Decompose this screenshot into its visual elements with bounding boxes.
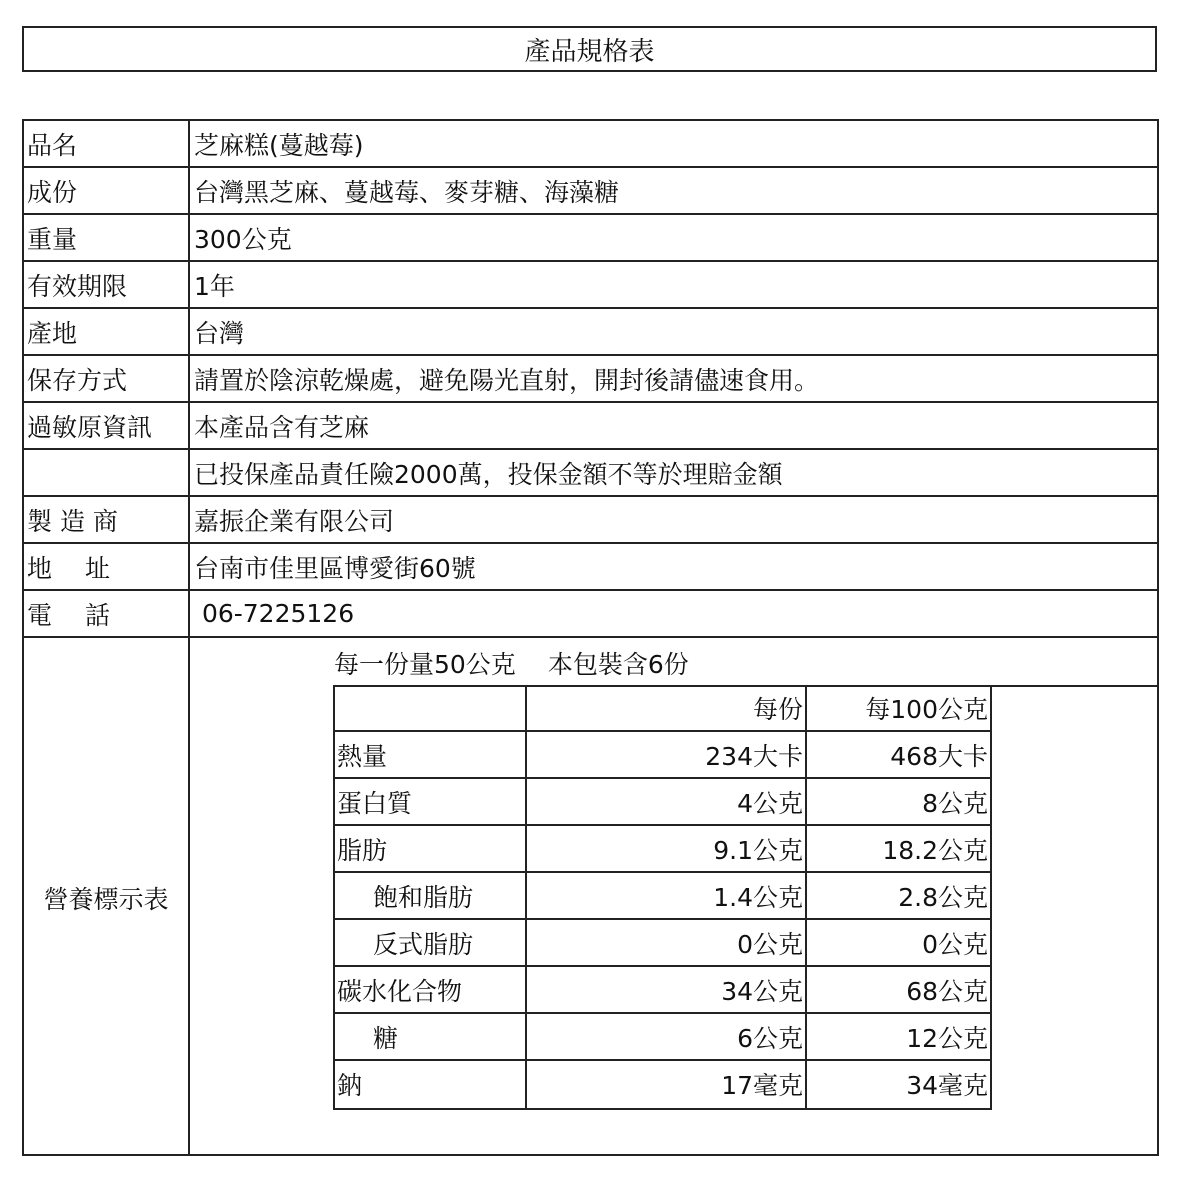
nutrition-table [333,685,992,1110]
page-title: 產品規格表 [22,26,1157,72]
spec-value: 本產品含有芝麻 [194,412,370,442]
spec-label: 電 話 [27,600,110,630]
spec-value: 已投保產品責任險2000萬，投保金額不等於理賠金額 [194,459,783,489]
spec-row-insurance [24,450,1157,497]
nutrient-per-100g: 468大卡 [890,741,988,771]
spec-label [24,450,188,495]
nutrient-per-100g: 18.2公克 [882,835,988,865]
nutrient-name: 鈉 [337,1070,363,1100]
header-name [335,685,525,730]
nutrition-row-carbohydrate [335,967,990,1014]
nutrition-row-trans-fat [335,920,990,967]
spec-label: 品名 [27,130,78,160]
spec-row-address [24,544,1157,591]
spec-label: 成份 [27,177,78,207]
spec-value: 台南市佳里區博愛街60號 [194,553,476,583]
nutrient-name: 熱量 [337,741,388,771]
spec-label: 製 造 商 [27,506,118,536]
spec-value: 芝麻糕(蔓越莓) [194,130,364,160]
spec-row-storage [24,356,1157,403]
nutrient-per-100g: 2.8公克 [898,882,988,912]
spec-value: 1年 [194,271,235,301]
nutrient-per-100g: 0公克 [922,929,988,959]
nutrient-per-serving: 4公克 [737,788,803,818]
nutrition-header-row [335,685,990,732]
spec-row-allergen [24,403,1157,450]
nutrient-per-100g: 8公克 [922,788,988,818]
spec-table [22,119,1159,1156]
nutrition-row-energy [335,732,990,779]
serving-size: 每一份量50公克 [334,650,516,679]
spec-row-phone [24,591,1157,638]
spec-row-ingredients [24,168,1157,215]
nutrient-per-serving: 1.4公克 [713,882,803,912]
nutrient-per-serving: 6公克 [737,1023,803,1053]
spec-row-shelf-life [24,262,1157,309]
spec-value: 300公克 [194,224,292,254]
serving-info [334,641,721,685]
nutrient-name: 碳水化合物 [337,976,463,1006]
nutrition-row-protein [335,779,990,826]
spec-value: 06-7225126 [194,599,355,628]
nutrient-name: 脂肪 [337,835,388,865]
nutrition-row-fat [335,826,990,873]
spec-row-origin [24,309,1157,356]
nutrition-label: 營養標示表 [43,884,169,914]
nutrient-name: 飽和脂肪 [373,882,474,912]
nutrient-per-serving: 0公克 [737,929,803,959]
nutrition-row-sugar [335,1014,990,1061]
nutrient-name: 反式脂肪 [373,929,474,959]
spec-value: 台灣黑芝麻、蔓越莓、麥芽糖、海藻糖 [194,177,620,207]
nutrient-name: 蛋白質 [337,788,413,818]
nutrient-per-100g: 12公克 [906,1023,988,1053]
nutrient-name: 糖 [373,1023,399,1053]
spec-row-weight [24,215,1157,262]
servings-per-package: 本包裝含6份 [547,650,689,679]
header-per-100g: 每100公克 [865,694,988,724]
spec-label: 地 址 [27,553,110,583]
spec-value: 嘉振企業有限公司 [194,506,395,536]
spec-row-product-name [24,121,1157,168]
spec-label: 重量 [27,224,78,254]
nutrient-per-100g: 68公克 [906,976,988,1006]
header-per-serving: 每份 [752,694,803,724]
nutrient-per-serving: 34公克 [721,976,803,1006]
spec-value: 台灣 [194,318,245,348]
spec-label: 保存方式 [27,365,128,395]
spec-label: 產地 [27,318,78,348]
spec-label: 過敏原資訊 [27,412,153,442]
nutrient-per-serving: 234大卡 [705,741,803,771]
spec-value: 請置於陰涼乾燥處，避免陽光直射，開封後請儘速食用。 [194,365,820,395]
nutrient-per-serving: 17毫克 [721,1070,803,1100]
nutrient-per-serving: 9.1公克 [713,835,803,865]
nutrition-row-saturated-fat [335,873,990,920]
spec-label: 有效期限 [27,271,128,301]
nutrient-per-100g: 34毫克 [906,1070,988,1100]
spec-row-manufacturer [24,497,1157,544]
nutrition-row-sodium [335,1061,990,1108]
